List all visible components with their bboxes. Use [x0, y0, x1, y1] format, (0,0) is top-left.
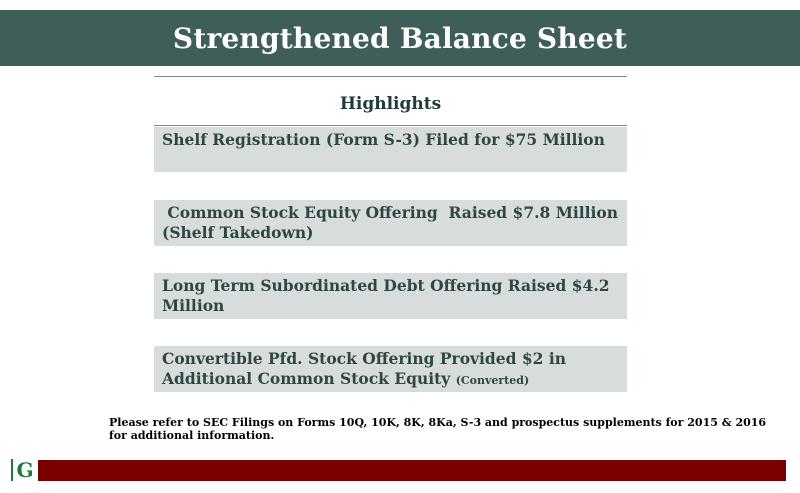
highlight-item-text: Shelf Registration (Form S-3) Filed for $75 Million — [162, 130, 605, 149]
section-heading: Highlights — [339, 94, 442, 114]
highlight-item-text: Long Term Subordinated Debt Offering Raised $4.2 Million — [162, 276, 610, 315]
title-bar — [0, 10, 800, 66]
highlight-item-text: Convertible Pfd. Stock Offering Provided $2 in Additional Common Stock Equity — [162, 349, 566, 388]
top-divider — [154, 76, 627, 77]
heading-divider — [154, 125, 627, 126]
highlight-item-shelf-registration — [154, 127, 627, 172]
highlight-item-debt-offering — [154, 273, 627, 319]
highlight-item-equity-offering — [154, 200, 627, 246]
highlight-item-note: (Converted) — [455, 374, 530, 387]
logo-letter: G — [16, 458, 34, 482]
footer-bar — [38, 460, 786, 481]
highlight-item-text: Common Stock Equity Offering Raised $7.8 Million (Shelf Takedown) — [162, 203, 619, 242]
company-logo-icon — [10, 458, 36, 482]
highlight-item-convertible-pfd — [154, 346, 627, 392]
footnote: Please refer to SEC Filings on Forms 10Q, 10K, 8K, 8Ka, S-3 and prospectus supplements for 2015 & 2016 for additional information. — [109, 416, 767, 442]
slide-title: Strengthened Balance Sheet — [172, 21, 628, 55]
